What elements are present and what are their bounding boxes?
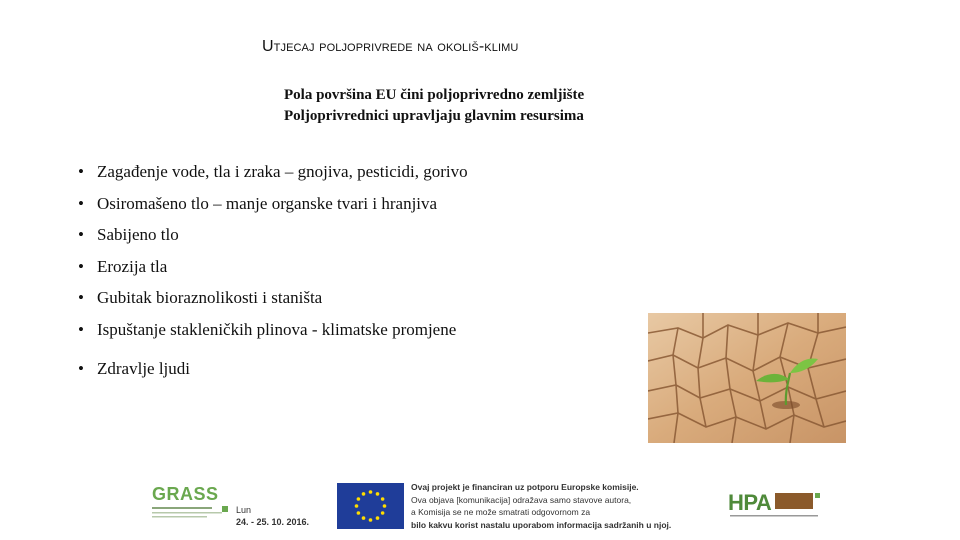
list-item: • Zagađenje vode, tla i zraka – gnojiva, pesticidi, gorivo bbox=[78, 160, 468, 192]
hpa-logo-text: HPA bbox=[728, 490, 772, 515]
eu-disclaimer-line-4: bilo kakvu korist nastalu uporabom informacija sadržanih u njoj. bbox=[411, 519, 672, 530]
grass-logo-text: GRASS bbox=[152, 484, 219, 504]
grass-logo-tagline bbox=[152, 506, 232, 521]
subtitle bbox=[284, 85, 584, 127]
page-title: Utjecaj poljoprivrede na okoliš-klimu bbox=[262, 38, 519, 55]
event-date: 24. - 25. 10. 2016. bbox=[236, 517, 310, 527]
list-item: • Gubitak bioraznolikosti i staništa bbox=[78, 286, 468, 318]
bullet-list bbox=[78, 160, 468, 389]
list-item: • Sabijeno tlo bbox=[78, 223, 468, 255]
list-item: • Osiromašeno tlo – manje organske tvari i hranjiva bbox=[78, 192, 468, 224]
event-info bbox=[236, 504, 309, 528]
eu-disclaimer-line-3: a Komisija se ne može smatrati odgovornom za bbox=[411, 507, 591, 517]
subtitle-line-2: Poljoprivrednici upravljaju glavnim resursima bbox=[284, 108, 584, 124]
hpa-logo bbox=[728, 490, 820, 522]
hpa-logo-bar bbox=[775, 493, 813, 509]
list-item: • Ispuštanje stakleničkih plinova - klimatske promjene bbox=[78, 318, 468, 350]
subtitle-line-1: Pola površina EU čini poljoprivredno zemljište bbox=[284, 87, 585, 103]
grass-logo bbox=[152, 484, 232, 530]
eu-disclaimer-line-2: Ova objava [komunikacija] odražava samo stavove autora, bbox=[411, 494, 632, 505]
hpa-logo-tagline bbox=[730, 515, 820, 520]
list-item: • Zdravlje ljudi bbox=[78, 357, 468, 389]
event-place: Lun bbox=[236, 505, 252, 515]
hpa-logo-dot bbox=[815, 493, 820, 498]
eu-disclaimer-line-1: Ovaj projekt je financiran uz potporu Europske komisije. bbox=[411, 482, 639, 492]
list-item: • Erozija tla bbox=[78, 255, 468, 287]
cracked-soil-sprout-image bbox=[648, 313, 846, 443]
eu-disclaimer bbox=[411, 481, 711, 531]
eu-flag-icon bbox=[337, 483, 404, 529]
